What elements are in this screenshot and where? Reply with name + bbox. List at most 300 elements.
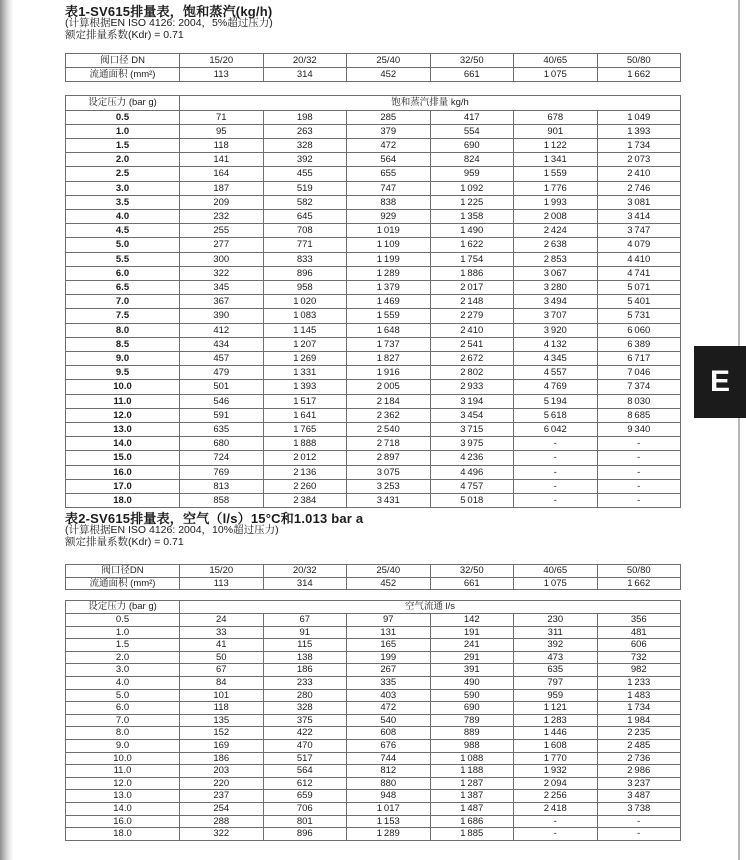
cell: 744 (347, 752, 431, 765)
cell: 771 (263, 238, 347, 252)
cell: 6 389 (597, 337, 681, 351)
cell: 3.5 (66, 195, 180, 209)
cell: 1 145 (263, 323, 347, 337)
cell: 2 736 (597, 752, 681, 765)
cell: 1 393 (597, 124, 681, 138)
cell: 7.5 (66, 309, 180, 323)
cell: 1 734 (597, 139, 681, 153)
cell: 阀口径 DN (66, 54, 180, 68)
cell: 2 148 (430, 295, 514, 309)
cell: 2 485 (597, 740, 681, 753)
cell: 285 (347, 110, 431, 124)
cell: 8.0 (66, 323, 180, 337)
cell: 1 379 (347, 281, 431, 295)
cell: 267 (347, 664, 431, 677)
cell: 6.0 (66, 266, 180, 280)
table-row (66, 614, 681, 627)
cell: 379 (347, 124, 431, 138)
cell: 1 885 (430, 828, 514, 841)
table-row (66, 437, 681, 451)
cell: 241 (430, 639, 514, 652)
cell: 659 (263, 790, 347, 803)
cell: 3 975 (430, 437, 514, 451)
cell: 41 (180, 639, 264, 652)
cell: 288 (180, 815, 264, 828)
cell: 5 731 (597, 309, 681, 323)
cell: 1 283 (514, 714, 598, 727)
cell: 540 (347, 714, 431, 727)
cell: 16.0 (66, 815, 180, 828)
cell: 280 (263, 689, 347, 702)
cell: 392 (263, 153, 347, 167)
table-row (66, 337, 681, 351)
table-row (66, 394, 681, 408)
cell: 5 401 (597, 295, 681, 309)
cell: 2 540 (347, 423, 431, 437)
cell: 3 487 (597, 790, 681, 803)
cell: 1 049 (597, 110, 681, 124)
cell: 812 (347, 765, 431, 778)
table-row (66, 689, 681, 702)
cell: 2.5 (66, 167, 180, 181)
cell: 11.0 (66, 394, 180, 408)
cell: 479 (180, 366, 264, 380)
table1-size-table (65, 53, 681, 82)
table-row (66, 323, 681, 337)
cell: 230 (514, 614, 598, 627)
table-row (66, 238, 681, 252)
cell: 2 897 (347, 451, 431, 465)
cell: 3 920 (514, 323, 598, 337)
cell: 901 (514, 124, 598, 138)
cell: - (597, 828, 681, 841)
cell: 635 (514, 664, 598, 677)
cell: 661 (430, 577, 514, 590)
cell: 6.0 (66, 702, 180, 715)
cell: 2 184 (347, 394, 431, 408)
cell: 2 279 (430, 309, 514, 323)
cell: 1 776 (514, 181, 598, 195)
cell: 15/20 (180, 565, 264, 578)
cell: 1 559 (514, 167, 598, 181)
table2-section (65, 512, 681, 840)
cell: 8.5 (66, 337, 180, 351)
cell: 115 (263, 639, 347, 652)
cell: 473 (514, 651, 598, 664)
table-row (66, 639, 681, 652)
cell: 142 (430, 614, 514, 627)
cell: 645 (263, 210, 347, 224)
cell: 138 (263, 651, 347, 664)
cell: 1 517 (263, 394, 347, 408)
cell: 680 (180, 437, 264, 451)
cell: 40/65 (514, 54, 598, 68)
cell: 1 641 (263, 408, 347, 422)
table-row (66, 479, 681, 493)
cell: 2 853 (514, 252, 598, 266)
cell: 747 (347, 181, 431, 195)
cell: 4 557 (514, 366, 598, 380)
cell: 阀口径DN (66, 565, 180, 578)
cell: 417 (430, 110, 514, 124)
cell: 118 (180, 702, 264, 715)
cell: 1 487 (430, 802, 514, 815)
cell: 20/32 (263, 54, 347, 68)
cell: 2 746 (597, 181, 681, 195)
cell: 3 715 (430, 423, 514, 437)
cell: 25/40 (347, 565, 431, 578)
cell: 1.0 (66, 124, 180, 138)
cell: - (597, 815, 681, 828)
table1-coefficient: 额定排量系数(Kdr) = 0.71 (65, 28, 184, 41)
cell: 1 765 (263, 423, 347, 437)
table-row (66, 752, 681, 765)
table-row (66, 465, 681, 479)
cell: 1 092 (430, 181, 514, 195)
cell: 71 (180, 110, 264, 124)
cell: 6 060 (597, 323, 681, 337)
cell: 3.0 (66, 181, 180, 195)
cell: 3 414 (597, 210, 681, 224)
cell: - (597, 451, 681, 465)
cell: 32/50 (430, 565, 514, 578)
cell: 254 (180, 802, 264, 815)
table-row (66, 366, 681, 380)
cell: 1 932 (514, 765, 598, 778)
cell: 3.0 (66, 664, 180, 677)
cell: 390 (180, 309, 264, 323)
cell: 14.0 (66, 802, 180, 815)
section-tab-e: E (694, 346, 746, 418)
page-left-edge (0, 0, 13, 860)
cell: 452 (347, 577, 431, 590)
cell: 797 (514, 677, 598, 690)
cell: 20/32 (263, 565, 347, 578)
cell: 8 685 (597, 408, 681, 422)
cell: 191 (430, 626, 514, 639)
cell: 118 (180, 139, 264, 153)
cell: 591 (180, 408, 264, 422)
cell: 2.0 (66, 153, 180, 167)
cell: 9.5 (66, 366, 180, 380)
table-row (66, 802, 681, 815)
cell: 13.0 (66, 790, 180, 803)
cell: 1.5 (66, 639, 180, 652)
table-row (66, 153, 681, 167)
cell: 2 012 (263, 451, 347, 465)
cell: 678 (514, 110, 598, 124)
table2-subtitle: (计算根据EN ISO 4126: 2004，10%超过压力) (65, 524, 279, 537)
cell: 164 (180, 167, 264, 181)
cell: 1 387 (430, 790, 514, 803)
cell: 708 (263, 224, 347, 238)
cell: 391 (430, 664, 514, 677)
cell: 3 707 (514, 309, 598, 323)
cell: - (597, 437, 681, 451)
cell: 40/65 (514, 565, 598, 578)
cell: 517 (263, 752, 347, 765)
cell: 5 618 (514, 408, 598, 422)
cell: 空气流通 l/s (180, 601, 681, 614)
cell: 4.5 (66, 224, 180, 238)
cell: - (597, 465, 681, 479)
table-row (66, 451, 681, 465)
cell: 2 410 (597, 167, 681, 181)
table-row (66, 54, 681, 68)
cell: 95 (180, 124, 264, 138)
cell: 1 331 (263, 366, 347, 380)
table-row (66, 765, 681, 778)
table-row (66, 828, 681, 841)
cell: 612 (263, 777, 347, 790)
cell: 10.0 (66, 380, 180, 394)
table-row (66, 110, 681, 124)
table-row (66, 714, 681, 727)
cell: 25/40 (347, 54, 431, 68)
cell: 367 (180, 295, 264, 309)
table-row (66, 702, 681, 715)
cell: 732 (597, 651, 681, 664)
table-row (66, 423, 681, 437)
cell: 50/80 (597, 54, 681, 68)
cell: 203 (180, 765, 264, 778)
cell: 769 (180, 465, 264, 479)
table-row (66, 195, 681, 209)
cell: 1 648 (347, 323, 431, 337)
cell: 186 (263, 664, 347, 677)
cell: 328 (263, 139, 347, 153)
cell: 0.5 (66, 614, 180, 627)
table-row (66, 124, 681, 138)
cell: 3 075 (347, 465, 431, 479)
table-row (66, 577, 681, 590)
cell: 392 (514, 639, 598, 652)
cell: 97 (347, 614, 431, 627)
cell: 2 424 (514, 224, 598, 238)
table-row (66, 626, 681, 639)
cell: 1 188 (430, 765, 514, 778)
cell: 948 (347, 790, 431, 803)
cell: 838 (347, 195, 431, 209)
table-row (66, 68, 681, 82)
cell: 813 (180, 479, 264, 493)
cell: - (514, 451, 598, 465)
cell: 4 757 (430, 479, 514, 493)
cell: 724 (180, 451, 264, 465)
cell: 501 (180, 380, 264, 394)
cell: 1 075 (514, 68, 598, 82)
cell: 1 916 (347, 366, 431, 380)
cell: 1.5 (66, 139, 180, 153)
table1-subtitle: (计算根据EN ISO 4126: 2004，5%超过压力) (65, 17, 273, 29)
cell: 3 253 (347, 479, 431, 493)
table2-title: 表2-SV615排量表，空气（l/s）15°C和1.013 bar a (65, 511, 364, 527)
cell: 199 (347, 651, 431, 664)
table-row (66, 380, 681, 394)
cell: 2 541 (430, 337, 514, 351)
cell: 67 (263, 614, 347, 627)
cell: 饱和蒸汽排量 kg/h (180, 96, 681, 110)
cell: 4 769 (514, 380, 598, 394)
cell: 470 (263, 740, 347, 753)
cell: 2 017 (430, 281, 514, 295)
cell: 1 122 (514, 139, 598, 153)
cell: 15/20 (180, 54, 264, 68)
cell: - (514, 479, 598, 493)
cell: 7 374 (597, 380, 681, 394)
page-content (65, 5, 681, 841)
cell: 2 235 (597, 727, 681, 740)
cell: 6.5 (66, 281, 180, 295)
cell: 4.0 (66, 210, 180, 224)
cell: 9 340 (597, 423, 681, 437)
cell: 690 (430, 702, 514, 715)
cell: 706 (263, 802, 347, 815)
table-row (66, 210, 681, 224)
cell: 18.0 (66, 828, 180, 841)
cell: 959 (514, 689, 598, 702)
cell: - (514, 815, 598, 828)
table-row (66, 790, 681, 803)
cell: 789 (430, 714, 514, 727)
cell: 1 020 (263, 295, 347, 309)
cell: 8.0 (66, 727, 180, 740)
cell: 2 094 (514, 777, 598, 790)
cell: 452 (347, 68, 431, 82)
cell: 1 017 (347, 802, 431, 815)
cell: 187 (180, 181, 264, 195)
cell: 455 (263, 167, 347, 181)
cell: 1 207 (263, 337, 347, 351)
cell: 设定压力 (bar g) (66, 601, 180, 614)
cell: 3 494 (514, 295, 598, 309)
cell: 165 (347, 639, 431, 652)
cell: 356 (597, 614, 681, 627)
cell: 5 071 (597, 281, 681, 295)
cell: 1 019 (347, 224, 431, 238)
cell: - (514, 437, 598, 451)
table-row (66, 352, 681, 366)
cell: 858 (180, 494, 264, 508)
table-row (66, 651, 681, 664)
cell: 209 (180, 195, 264, 209)
table-row (66, 601, 681, 614)
cell: 880 (347, 777, 431, 790)
cell: 1 827 (347, 352, 431, 366)
cell: 1 109 (347, 238, 431, 252)
cell: 889 (430, 727, 514, 740)
table-row (66, 777, 681, 790)
cell: 237 (180, 790, 264, 803)
cell: 2 672 (430, 352, 514, 366)
page-right-edge (738, 0, 740, 860)
cell: 1 393 (263, 380, 347, 394)
cell: 1 888 (263, 437, 347, 451)
cell: 8 030 (597, 394, 681, 408)
cell: 11.0 (66, 765, 180, 778)
cell: 959 (430, 167, 514, 181)
cell: 291 (430, 651, 514, 664)
table2-coefficient: 额定排量系数(Kdr) = 0.71 (65, 535, 184, 548)
cell: 135 (180, 714, 264, 727)
table-row (66, 181, 681, 195)
cell: 4 496 (430, 465, 514, 479)
cell: 661 (430, 68, 514, 82)
cell: 2 005 (347, 380, 431, 394)
cell: 896 (263, 828, 347, 841)
table-row (66, 167, 681, 181)
cell: 13.0 (66, 423, 180, 437)
cell: 1 225 (430, 195, 514, 209)
cell: 3 237 (597, 777, 681, 790)
cell: 2 933 (430, 380, 514, 394)
cell: 255 (180, 224, 264, 238)
cell: 564 (347, 153, 431, 167)
cell: 328 (263, 702, 347, 715)
cell: 186 (180, 752, 264, 765)
cell: 6 042 (514, 423, 598, 437)
cell: 375 (263, 714, 347, 727)
cell: 472 (347, 702, 431, 715)
cell: 3 280 (514, 281, 598, 295)
cell: 655 (347, 167, 431, 181)
table-row (66, 281, 681, 295)
cell: 设定压力 (bar g) (66, 96, 180, 110)
cell: 1 608 (514, 740, 598, 753)
cell: 554 (430, 124, 514, 138)
cell: - (514, 494, 598, 508)
cell: 14.0 (66, 437, 180, 451)
cell: 169 (180, 740, 264, 753)
cell: 2 384 (263, 494, 347, 508)
cell: 2 256 (514, 790, 598, 803)
cell: 5.5 (66, 252, 180, 266)
table-row (66, 96, 681, 110)
cell: 9.0 (66, 352, 180, 366)
table-row (66, 309, 681, 323)
cell: 635 (180, 423, 264, 437)
cell: 198 (263, 110, 347, 124)
table-row (66, 815, 681, 828)
table1-section (65, 5, 681, 508)
table-row (66, 252, 681, 266)
cell: 1 622 (430, 238, 514, 252)
cell: 472 (347, 139, 431, 153)
cell: 2 008 (514, 210, 598, 224)
cell: 4 132 (514, 337, 598, 351)
cell: 2 073 (597, 153, 681, 167)
cell: 4 236 (430, 451, 514, 465)
cell: 1 754 (430, 252, 514, 266)
cell: - (597, 494, 681, 508)
cell: 322 (180, 828, 264, 841)
cell: 1 289 (347, 828, 431, 841)
cell: 481 (597, 626, 681, 639)
cell: 1 088 (430, 752, 514, 765)
cell: 3 747 (597, 224, 681, 238)
cell: 314 (263, 68, 347, 82)
cell: 277 (180, 238, 264, 252)
cell: 1 662 (597, 68, 681, 82)
cell: 10.0 (66, 752, 180, 765)
cell: 2 418 (514, 802, 598, 815)
cell: 50 (180, 651, 264, 664)
cell: 1 075 (514, 577, 598, 590)
cell: 300 (180, 252, 264, 266)
cell: 84 (180, 677, 264, 690)
cell: 824 (430, 153, 514, 167)
cell: 676 (347, 740, 431, 753)
